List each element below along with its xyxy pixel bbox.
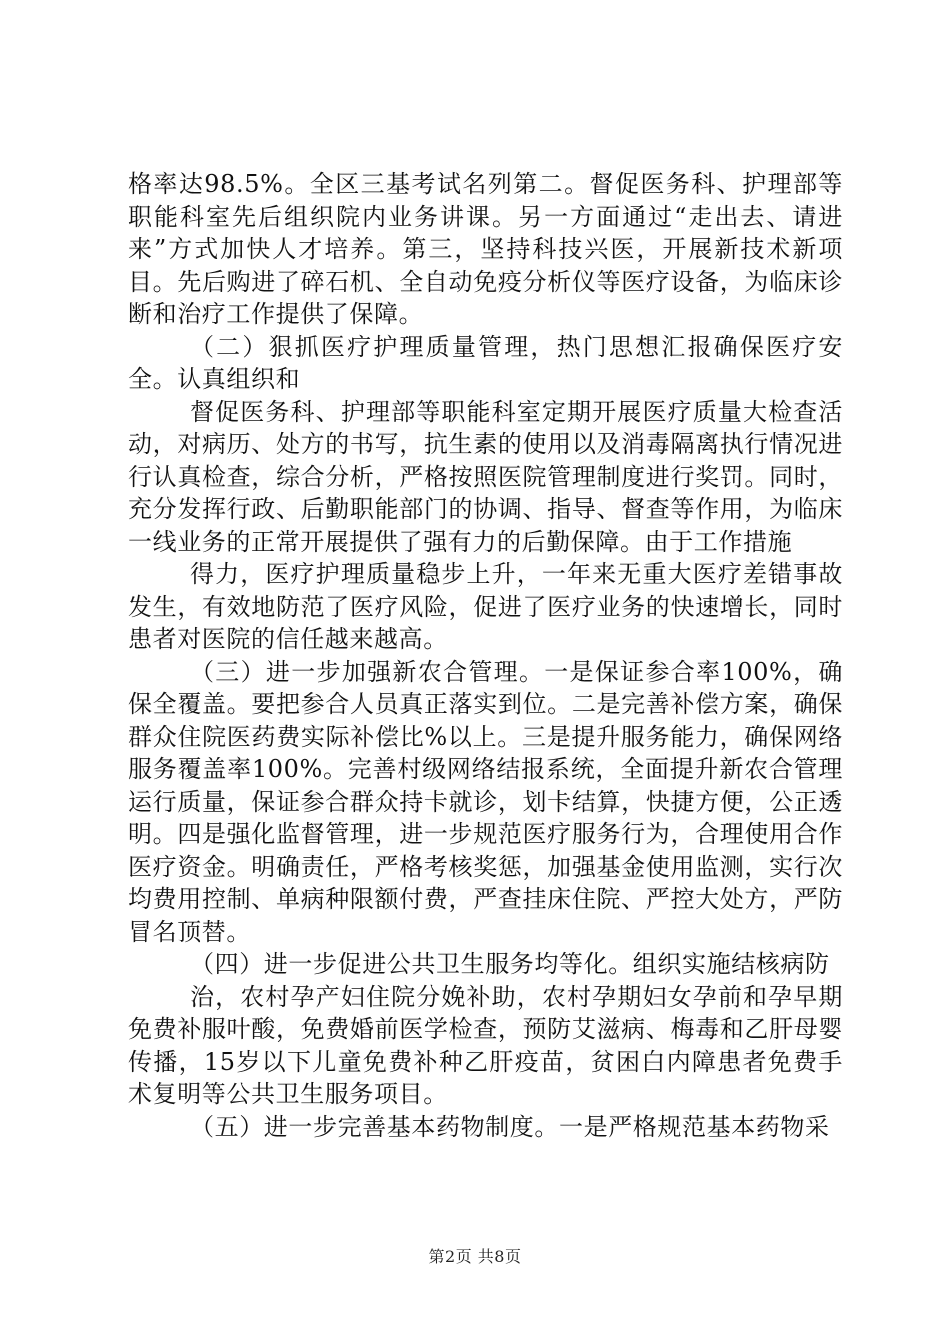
paragraph-7: 治，农村孕产妇住院分娩补助，农村孕期妇女孕前和孕早期免费补服叶酸，免费婚前医学检查，预防艾滋病、梅毒和乙肝母婴传播，15岁以下儿童免费补种乙肝疫苗，贫困白内障患者免费手术复明等公共卫生服务项目。	[128, 982, 843, 1108]
page-footer: 第2页 共8页	[428, 1247, 522, 1266]
paragraph-4: 得力，医疗护理质量稳步上升，一年来无重大医疗差错事故发生，有效地防范了医疗风险，促进了医疗业务的快速增长，同时患者对医院的信任越来越高。	[128, 560, 843, 653]
paragraph-8: （五）进一步完善基本药物制度。一是严格规范基本药物采	[190, 1112, 830, 1141]
paragraph-5: （三）进一步加强新农合管理。一是保证参合率100%，确保全覆盖。要把参合人员真正落实到位。二是完善补偿方案，确保群众住院医药费实际补偿比%以上。三是提升服务能力，确保网络服务覆盖率100%。完善村级网络结报系统，全面提升新农合管理运行质量，保证参合群众持卡就诊，划卡结算，快捷方便，公正透明。四是强化监督管理，进一步规范医疗服务行为，合理使用合作医疗资金。明确责任，严格考核奖惩，加强基金使用监测，实行次均费用控制、单病种限额付费，严查挂床住院、严控大处方，严防冒名顶替。	[128, 657, 843, 946]
paragraph-2: （二）狠抓医疗护理质量管理，热门思想汇报确保医疗安全。认真组织和	[128, 332, 843, 393]
paragraph-3: 督促医务科、护理部等职能科室定期开展医疗质量大检查活动，对病历、处方的书写，抗生素的使用以及消毒隔离执行情况进行认真检查，综合分析，严格按照医院管理制度进行奖罚。同时，充分发挥行政、后勤职能部门的协调、指导、督查等作用，为临床一线业务的正常开展提供了强有力的后勤保障。由于工作措施	[128, 397, 843, 556]
paragraph-1: 格率达98.5%。全区三基考试名列第二。督促医务科、护理部等职能科室先后组织院内业务讲课。另一方面通过“走出去、请进来”方式加快人才培养。第三，坚持科技兴医，开展新技术新项目。先后购进了碎石机、全自动免疫分析仪等医疗设备，为临床诊断和治疗工作提供了保障。	[128, 170, 843, 328]
document-body	[128, 168, 843, 1143]
paragraph-6: （四）进一步促进公共卫生服务均等化。组织实施结核病防	[190, 950, 830, 978]
